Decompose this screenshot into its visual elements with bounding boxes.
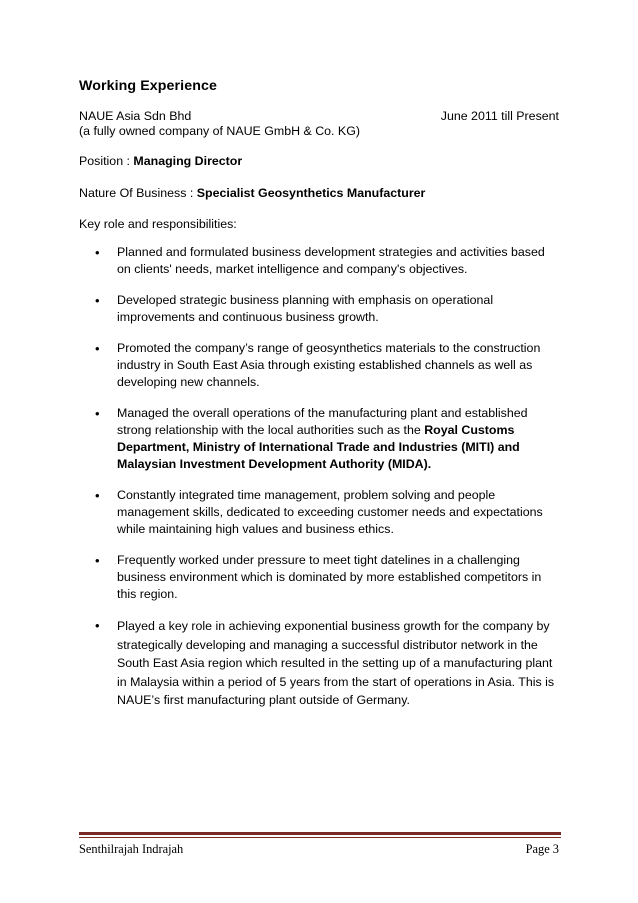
footer-rule-thick bbox=[79, 832, 561, 835]
position-label: Position : bbox=[79, 154, 134, 168]
list-item bbox=[79, 617, 561, 710]
list-item-text: Constantly integrated time management, problem solving and people management skills, dedicated to exceeding customer needs and expectations while maintaining high values and business ethics. bbox=[117, 488, 543, 536]
section-title: Working Experience bbox=[79, 78, 217, 94]
bullet-icon: • bbox=[95, 488, 100, 503]
position-value: Managing Director bbox=[133, 154, 243, 168]
bullet-icon: • bbox=[95, 406, 100, 421]
list-item bbox=[79, 552, 561, 603]
footer-rule-thin bbox=[79, 837, 561, 838]
list-item-text: Played a key role in achieving exponential business growth for the company by strategically developing and managing a successful distributor network in the South East Asia region which resulted in the setting up of a manufacturing plant in Malaysia within a period of 5 years from the start of operations in Asia. This is NAUE’s first manufacturing plant outside of Germany. bbox=[117, 619, 555, 707]
bullet-icon: • bbox=[95, 293, 100, 308]
list-item-text: Planned and formulated business development strategies and activities based on clients' needs, market intelligence and company's objectives. bbox=[117, 245, 545, 276]
footer-author: Senthilrajah Indrajah bbox=[79, 842, 184, 856]
list-item bbox=[79, 340, 561, 391]
responsibilities-list bbox=[79, 244, 561, 724]
list-item-text: Developed strategic business planning with emphasis on operational improvements and continuous business growth. bbox=[117, 293, 494, 324]
footer-page-number: Page 3 bbox=[525, 842, 559, 856]
list-item bbox=[79, 292, 561, 326]
list-item bbox=[79, 405, 561, 473]
list-item bbox=[79, 244, 561, 278]
employment-period: June 2011 till Present bbox=[440, 109, 559, 123]
bullet-icon: • bbox=[95, 341, 100, 356]
company-name: NAUE Asia Sdn Bhd bbox=[79, 109, 192, 123]
bullet-icon: • bbox=[95, 618, 100, 633]
list-item-text: Promoted the company’s range of geosynthetics materials to the construction industry in South East Asia through existing established channels as well as developing new channels. bbox=[117, 341, 541, 389]
nature-label: Nature Of Business : bbox=[79, 186, 197, 200]
position-line bbox=[79, 154, 242, 169]
bullet-icon: • bbox=[95, 245, 100, 260]
list-item bbox=[79, 487, 561, 538]
nature-value: Specialist Geosynthetics Manufacturer bbox=[196, 186, 426, 200]
company-note: (a fully owned company of NAUE GmbH & Co. KG) bbox=[79, 124, 360, 138]
key-role-heading: Key role and responsibilities: bbox=[79, 217, 237, 231]
list-item-bold-text: Royal Customs Department, Ministry of International Trade and Industries (MITI) and Malaysian Investment Development Authority (MIDA). bbox=[117, 423, 520, 471]
list-item-text: Frequently worked under pressure to meet tight datelines in a challenging business environment which is dominated by more established competitors in this region. bbox=[117, 553, 542, 601]
nature-line bbox=[79, 186, 425, 201]
bullet-icon: • bbox=[95, 553, 100, 568]
list-item-text: Managed the overall operations of the manufacturing plant and established strong relationship with the local authorities such as the bbox=[117, 406, 528, 437]
